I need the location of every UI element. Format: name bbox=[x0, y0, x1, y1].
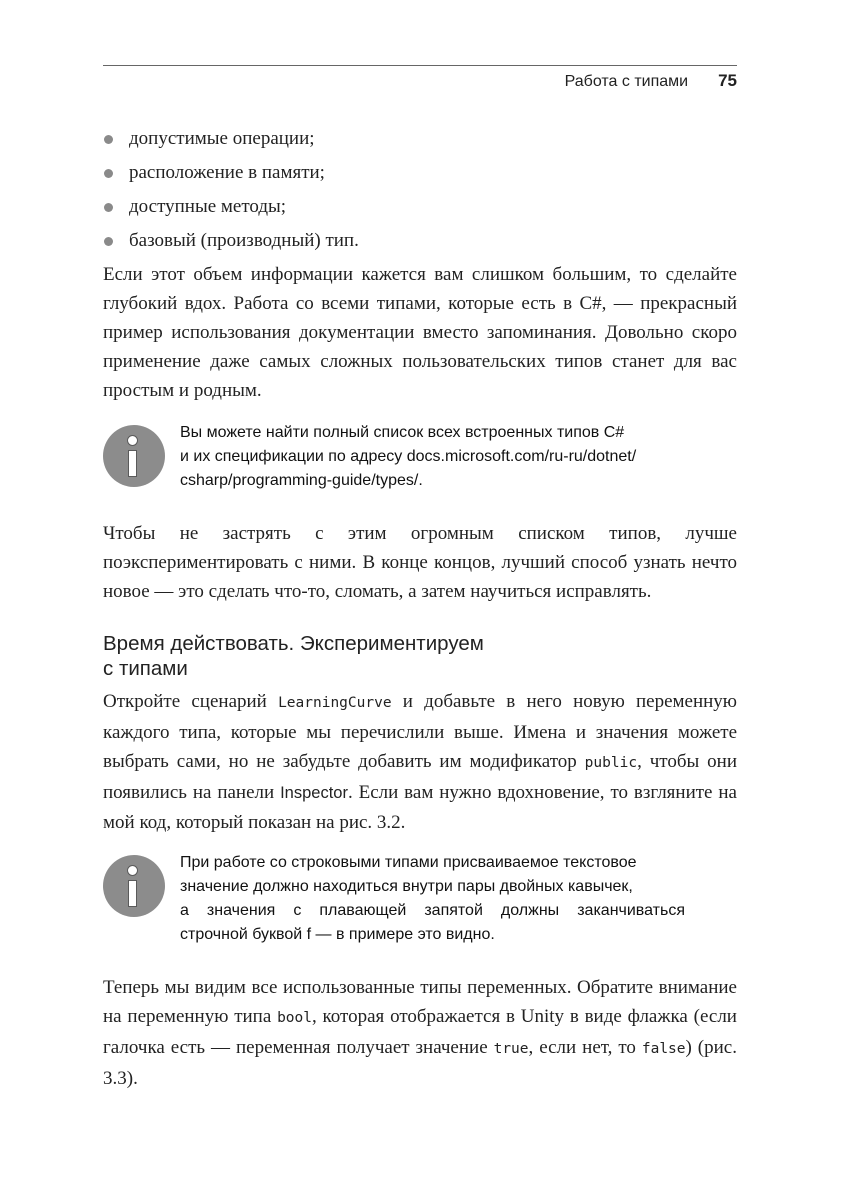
info-note-docs bbox=[103, 421, 743, 491]
list-item: расположение в памяти; bbox=[103, 158, 743, 192]
page-number: 75 bbox=[718, 71, 737, 90]
list-item: допустимые операции; bbox=[103, 124, 743, 158]
header-rule bbox=[103, 65, 737, 66]
paragraph-bool: Теперь мы видим все использованные типы переменных. Обратите внимание на переменную типа bool, которая отображается в Unity в виде флажка (если галочка есть — переменная получает значение true, если нет, то false) (рис. 3.3). bbox=[103, 977, 737, 1089]
list-item: доступные методы; bbox=[103, 192, 743, 226]
list-item: базовый (производный) тип. bbox=[103, 226, 743, 260]
bullet-dot-icon bbox=[104, 237, 113, 246]
header-title: Работа с типами bbox=[564, 73, 689, 90]
bullet-dot-icon bbox=[104, 169, 113, 178]
paragraph-types-info: Если этот объем информации кажется вам слишком большим, то сделайте глубокий вдох. Работа со всеми типами, которые есть в C#, — прекрасный пример использования документации вместо запоминания. Довольно скоро применение даже самых сложных пользовательских типов станет для вас простым и родным. bbox=[103, 264, 737, 401]
code-true: true bbox=[493, 1041, 529, 1057]
code-false: false bbox=[641, 1041, 686, 1057]
bullet-dot-icon bbox=[104, 135, 113, 144]
ui-inspector: Inspector bbox=[280, 784, 348, 802]
note-text: При работе со строковыми типами присваиваемое текстовое значение должно находиться внутри пары двойных кавычек, а значения с плавающей запятой должны заканчиваться строчной буквой f — в примере это видно. bbox=[180, 854, 685, 943]
code-learningcurve: LearningCurve bbox=[278, 695, 392, 711]
note-text: Вы можете найти полный список всех встроенных типов C# и их спецификации по адресу docs.microsoft.com/ru-ru/dotnet/ csharp/programming-guide/types/. bbox=[180, 424, 637, 489]
running-header bbox=[103, 71, 737, 95]
bullet-dot-icon bbox=[104, 203, 113, 212]
info-note-strings bbox=[103, 851, 743, 941]
code-public: public bbox=[584, 755, 638, 771]
info-icon bbox=[103, 425, 165, 487]
paragraph-instructions: Откройте сценарий LearningCurve и добавьте в него новую переменную каждого типа, которые мы перечислили выше. Имена и значения можете выбрать сами, но не забудьте добавить им модификатор public, чтобы они появились на панели Inspector. Если вам нужно вдохновение, то взгляните на мой код, который показан на рис. 3.2. bbox=[103, 691, 737, 833]
code-bool: bool bbox=[277, 1010, 312, 1026]
paragraph-experiment: Чтобы не застрять с этим огромным списком типов, лучше поэкспериментировать с ними. В конце концов, лучший способ узнать нечто новое — это сделать что-то, сломать, а затем научиться исправлять. bbox=[103, 523, 737, 602]
bullet-list bbox=[103, 124, 743, 260]
section-title: Время действовать. Экспериментируем с типами bbox=[103, 632, 484, 680]
info-icon bbox=[103, 855, 165, 917]
